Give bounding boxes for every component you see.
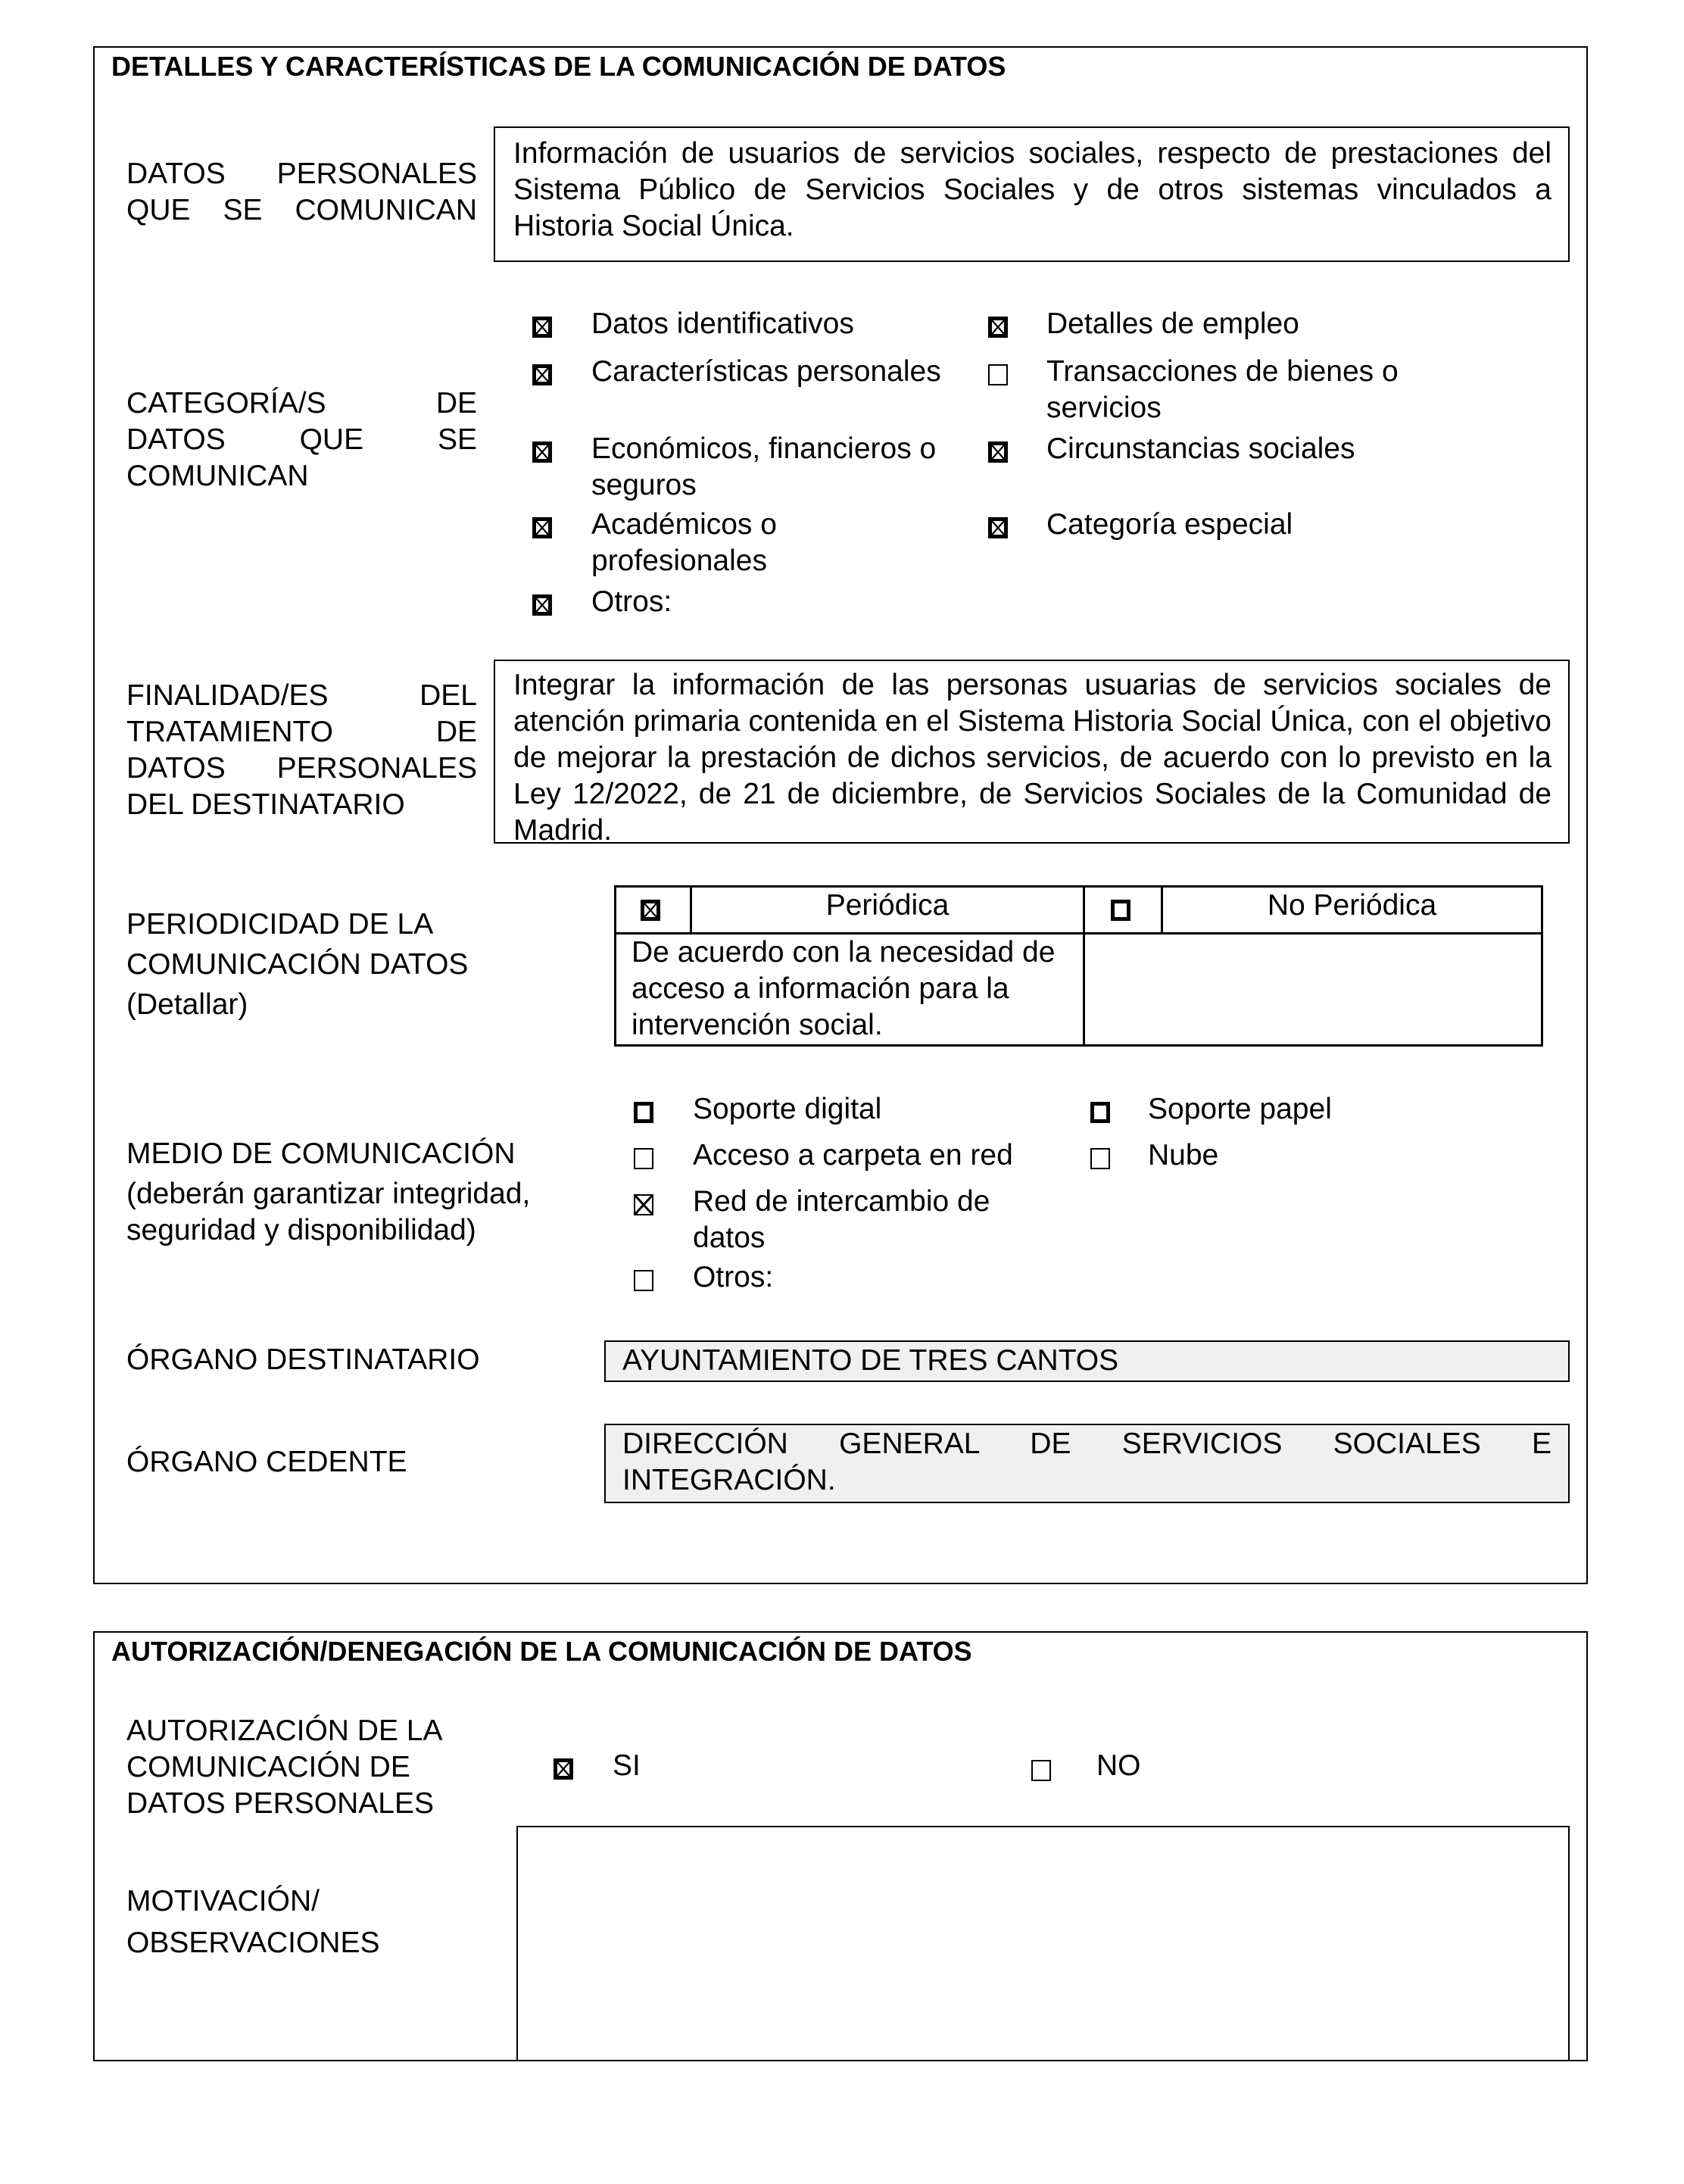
non-periodic-detail <box>1084 934 1542 1046</box>
label-line: DEL DESTINATARIO <box>126 788 405 821</box>
label-line: seguridad y disponibilidad) <box>126 1214 476 1246</box>
category-checkbox[interactable] <box>532 364 552 385</box>
category-label: Económicos, financieros o seguros <box>591 432 937 501</box>
authorization-yes-checkbox[interactable] <box>554 1758 573 1780</box>
category-checkbox[interactable] <box>988 517 1008 538</box>
label-line: CATEGORÍA/S DE <box>126 387 477 420</box>
personal-data-value: Información de usuarios de servicios sociales, respecto de prestaciones del Sistema Público de Servicios Sociales y de otros sistemas vinculados a Historia Social Única. <box>513 137 1551 242</box>
periodicity-table <box>614 885 1543 1047</box>
transferor-field[interactable] <box>604 1424 1570 1503</box>
label-line: DATOS QUE SE <box>126 423 477 456</box>
authorization-no-label: NO <box>1096 1749 1141 1782</box>
category-checkbox[interactable] <box>532 317 552 338</box>
authorization-yes-label: SI <box>613 1749 641 1782</box>
medium-checkbox[interactable] <box>634 1270 653 1291</box>
recipient-value: AYUNTAMIENTO DE TRES CANTOS <box>622 1344 1119 1377</box>
medium-label: Red de intercambio de datos <box>693 1185 990 1254</box>
recipient-label: ÓRGANO DESTINATARIO <box>126 1343 480 1376</box>
category-label: Otros: <box>591 585 672 618</box>
label-line: PERIODICIDAD DE LA <box>126 908 434 941</box>
label-line: FINALIDAD/ES DEL <box>126 679 477 712</box>
transferor-value: DIRECCIÓN GENERAL DE SERVICIOS SOCIALES E INTEGRACIÓN. <box>622 1427 1551 1496</box>
authorization-no-checkbox[interactable] <box>1031 1760 1051 1781</box>
medium-label: Acceso a carpeta en red <box>693 1139 1013 1172</box>
medium-label: Soporte papel <box>1148 1093 1332 1125</box>
category-checkbox[interactable] <box>532 594 552 616</box>
non-periodic-label: No Periódica <box>1162 887 1542 934</box>
label-line: TRATAMIENTO DE <box>126 716 477 748</box>
label-line: MOTIVACIÓN/ <box>126 1885 320 1917</box>
category-label: Detalles de empleo <box>1046 307 1299 340</box>
label-line: DATOS PERSONALES <box>126 1787 435 1820</box>
label-line: MEDIO DE COMUNICACIÓN <box>126 1137 516 1170</box>
label-line: (Detallar) <box>126 988 248 1021</box>
category-checkbox[interactable] <box>532 517 552 538</box>
periodic-label: Periódica <box>691 887 1084 934</box>
category-label: Características personales <box>591 355 941 388</box>
periodic-checkbox-cell[interactable] <box>616 887 691 934</box>
label-line: DATOS PERSONALES <box>126 752 477 785</box>
medium-label: Nube <box>1148 1139 1219 1172</box>
label-line: COMUNICAN <box>126 460 309 492</box>
medium-label: Soporte digital <box>693 1093 882 1125</box>
transferor-label: ÓRGANO CEDENTE <box>126 1446 407 1478</box>
medium-checkbox[interactable] <box>1090 1102 1110 1123</box>
label-line: COMUNICACIÓN DATOS <box>126 948 469 981</box>
recipient-field[interactable] <box>604 1340 1570 1382</box>
medium-label: Otros: <box>693 1261 774 1293</box>
category-label: Circunstancias sociales <box>1046 432 1355 465</box>
purpose-field[interactable] <box>494 660 1570 847</box>
label-line: (deberán garantizar integridad, <box>126 1178 531 1210</box>
category-label: Datos identificativos <box>591 307 854 340</box>
label-line: OBSERVACIONES <box>126 1927 380 1959</box>
purpose-value: Integrar la información de las personas usuarias de servicios sociales de atención primaria contenida en el Sistema Historia Social Única, con el objetivo de mejorar la prestación de dichos servicios, de acuerdo con lo previsto en la Ley 12/2022, de 21 de diciembre, de Servicios Sociales de la Comunidad de Madrid. <box>513 669 1551 847</box>
periodic-checkbox[interactable] <box>641 900 660 921</box>
medium-checkbox[interactable] <box>634 1194 653 1215</box>
section-title: AUTORIZACIÓN/DENEGACIÓN DE LA COMUNICACIÓN DE DATOS <box>111 1636 972 1667</box>
non-periodic-checkbox-cell[interactable] <box>1084 887 1162 934</box>
category-checkbox[interactable] <box>988 441 1008 463</box>
category-label: Transacciones de bienes o servicios <box>1046 355 1399 424</box>
motivation-field[interactable] <box>516 1826 1570 2061</box>
periodic-detail: De acuerdo con la necesidad de acceso a información para la intervención social. <box>616 934 1084 1046</box>
category-label: Académicos o profesionales <box>591 508 777 577</box>
label-line: COMUNICACIÓN DE <box>126 1751 410 1783</box>
personal-data-label: DATOS PERSONALES QUE SE COMUNICAN <box>126 158 477 226</box>
category-label: Categoría especial <box>1046 508 1293 541</box>
personal-data-field[interactable] <box>494 126 1570 262</box>
category-checkbox[interactable] <box>988 364 1008 385</box>
non-periodic-checkbox[interactable] <box>1111 900 1130 921</box>
category-checkbox[interactable] <box>532 441 552 463</box>
medium-checkbox[interactable] <box>634 1102 653 1123</box>
medium-checkbox[interactable] <box>634 1148 653 1169</box>
section-title: DETALLES Y CARACTERÍSTICAS DE LA COMUNICACIÓN DE DATOS <box>111 51 1006 82</box>
label-line: AUTORIZACIÓN DE LA <box>126 1714 443 1747</box>
medium-checkbox[interactable] <box>1090 1148 1110 1169</box>
category-checkbox[interactable] <box>988 317 1008 338</box>
